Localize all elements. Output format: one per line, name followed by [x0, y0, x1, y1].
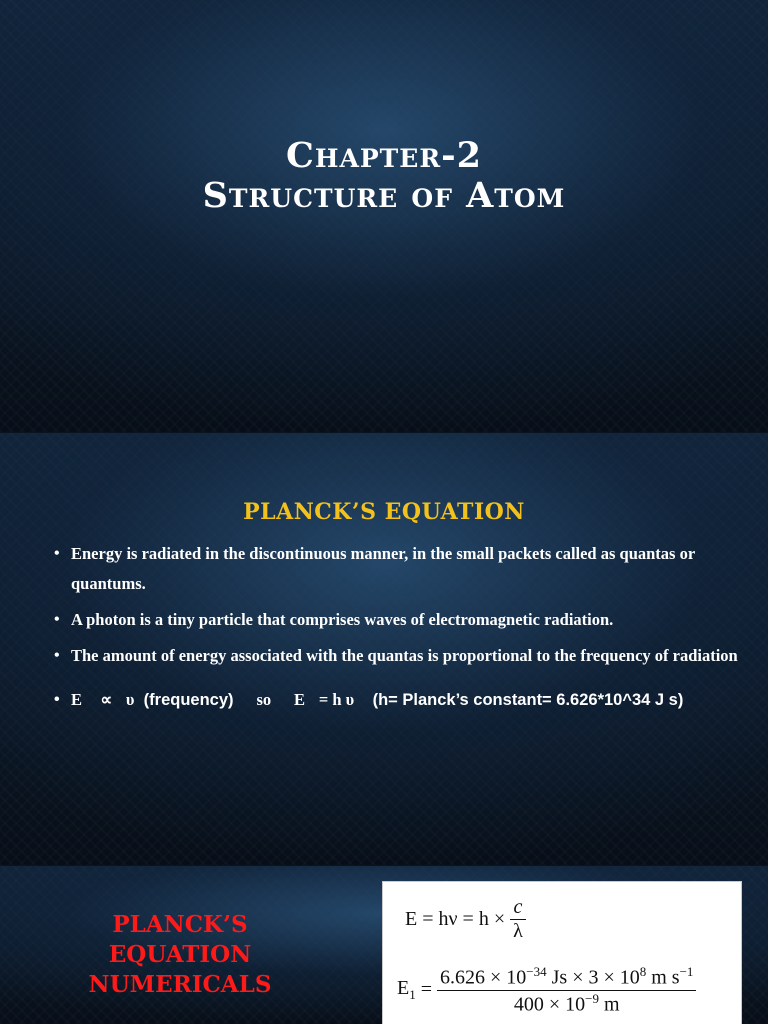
heading-line: PLANCK’S	[112, 911, 248, 938]
planck-constant-note: (h= Planck’s constant= 6.626*10^34 J s)	[372, 691, 684, 709]
denominator-unit: m	[604, 993, 620, 1016]
exponent: −34	[526, 964, 547, 979]
formula-lhs: E = hν = h ×	[405, 908, 506, 930]
equation-bullet	[54, 685, 744, 715]
exponent: −9	[585, 990, 599, 1006]
formula-image	[382, 881, 742, 1024]
energy-symbol: E	[71, 690, 83, 709]
planck-relation: = h υ	[318, 690, 355, 709]
bullet-item	[54, 641, 744, 671]
bullet-icon: •	[54, 611, 60, 628]
bullet-text: Energy is radiated in the discontinuous manner, in the small packets called as quantas or quantums.	[71, 544, 695, 593]
slide-title	[0, 136, 768, 216]
bullet-list	[54, 539, 744, 721]
equals-sign: =	[420, 978, 432, 1001]
chapter-title: Chapter-2	[286, 135, 482, 176]
fraction-denominator: λ	[510, 919, 526, 943]
proportional-symbol: ∝	[100, 690, 113, 709]
frequency-symbol: υ	[125, 690, 135, 709]
fraction-numerator: c	[513, 896, 523, 918]
frequency-label: (frequency)	[143, 691, 234, 709]
numericals-slide	[0, 866, 768, 1024]
numerator-unit: m s	[651, 966, 680, 989]
numerator-term: Js × 3 × 10	[551, 966, 640, 989]
fraction-numerator	[437, 964, 696, 990]
exponent: −1	[679, 964, 694, 979]
denominator-term: 400 × 10	[513, 993, 586, 1016]
bullet-icon: •	[54, 545, 60, 562]
fraction-denominator	[437, 990, 696, 1017]
planck-equation-slide	[0, 433, 768, 865]
subscript: 1	[409, 987, 416, 1003]
bullet-item	[54, 605, 744, 635]
so-text: so	[256, 690, 272, 709]
bullet-text: The amount of energy associated with the quantas is proportional to the frequency of radiation	[71, 646, 738, 665]
numerator-term: 6.626 × 10	[440, 966, 527, 989]
energy-symbol: E	[397, 977, 410, 1000]
energy-symbol-2: E	[294, 690, 306, 709]
exponent: 8	[639, 964, 647, 979]
heading-line: EQUATION	[108, 941, 252, 968]
heading-line: NUMERICALS	[88, 971, 272, 998]
bullet-text: A photon is a tiny particle that comprises waves of electromagnetic radiation.	[71, 610, 614, 629]
fraction	[437, 964, 696, 1016]
formula-energy-relation	[405, 896, 526, 943]
bullet-icon: •	[54, 647, 60, 664]
formula-lhs	[397, 977, 416, 1003]
formula-energy-calculation	[397, 964, 696, 1016]
fraction	[510, 896, 526, 943]
chapter-subtitle: Structure of Atom	[202, 175, 566, 216]
bullet-item	[54, 539, 744, 599]
bullet-icon: •	[54, 691, 60, 708]
slide-heading	[60, 910, 300, 1000]
title-slide	[0, 0, 768, 432]
slide-heading: PLANCK’S EQUATION	[243, 499, 525, 525]
